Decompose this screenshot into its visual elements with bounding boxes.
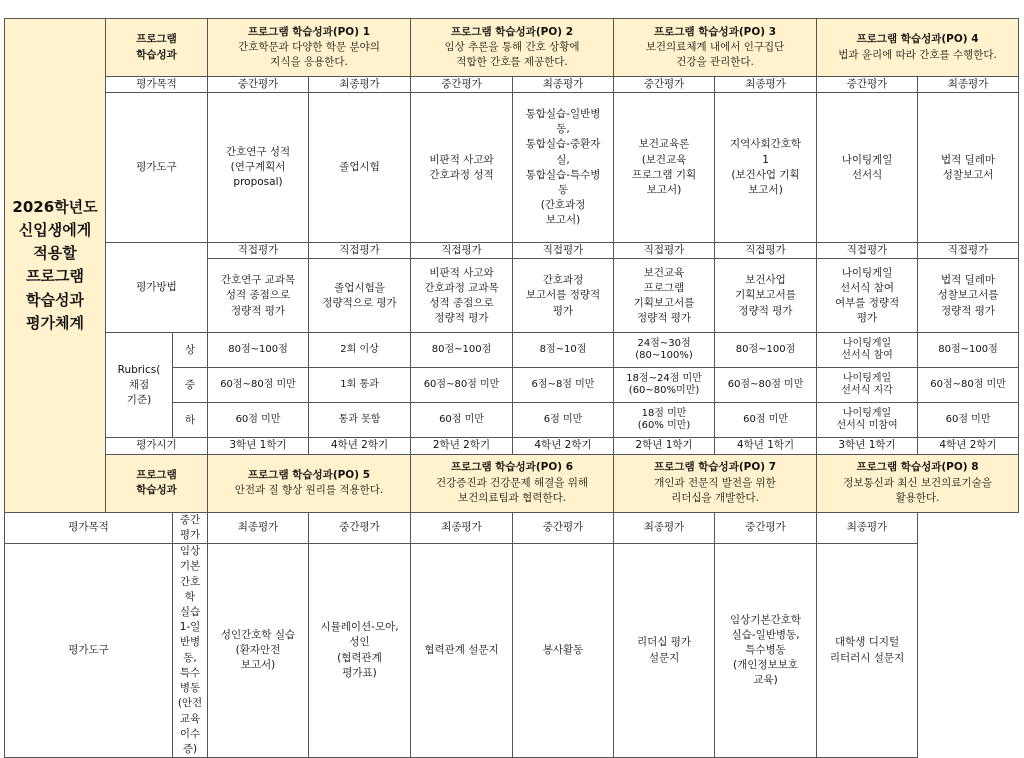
purpose-cell: 최종평가 bbox=[411, 512, 513, 543]
purpose-cell: 중간평가 bbox=[614, 77, 715, 93]
tool-cell: 보건교육론 (보건교육 프로그램 기획 보고서) bbox=[614, 93, 715, 243]
rubric-level-mid: 중 bbox=[173, 368, 208, 403]
method-desc-cell: 졸업시험을 정량적으로 평가 bbox=[309, 259, 411, 333]
rubric-low-cell: 통과 못함 bbox=[309, 403, 411, 438]
purpose-cell: 최종평가 bbox=[309, 77, 411, 93]
program-outcome-header bbox=[614, 454, 817, 512]
timing-cell: 4학년 1학기 bbox=[715, 438, 817, 454]
program-outcome-header bbox=[411, 454, 614, 512]
table-row bbox=[5, 243, 1019, 259]
tool-cell: 성인간호학 실습 (환자안전 보고서) bbox=[208, 544, 309, 758]
program-outcome-title: 프로그램 학습성과(PO) 4 bbox=[856, 33, 979, 46]
tool-cell: 대학생 디지털 리터러시 설문지 bbox=[817, 544, 918, 758]
purpose-cell: 중간평가 bbox=[208, 77, 309, 93]
rubric-low-cell: 나이팅게일 선서식 미참여 bbox=[817, 403, 918, 438]
purpose-cell: 최종평가 bbox=[614, 512, 715, 543]
tool-cell: 통합실습-일반병 동, 통합실습-중환자 실, 통합실습-특수병 동 (간호과정 보고서) bbox=[513, 93, 614, 243]
purpose-cell: 최종평가 bbox=[513, 77, 614, 93]
rubric-high-cell: 8점~10점 bbox=[513, 333, 614, 368]
purpose-cell: 중간평가 bbox=[173, 512, 208, 543]
table-row bbox=[5, 454, 1019, 512]
method-desc-cell: 비판적 사고와 간호과정 교과목 성적 종점으로 정량적 평가 bbox=[411, 259, 513, 333]
table-row bbox=[5, 438, 1019, 454]
timing-label: 평가시기 bbox=[106, 438, 208, 454]
program-outcome-header bbox=[817, 19, 1019, 77]
purpose-label: 평가목적 bbox=[106, 77, 208, 93]
side-title: 2026학년도 신입생에게 적용할 프로그램 학습성과 평가체계 bbox=[5, 19, 106, 513]
rubrics-label: Rubrics( 채점 기준) bbox=[106, 333, 173, 438]
timing-cell: 2학년 1학기 bbox=[614, 438, 715, 454]
rubric-high-cell: 80점~100점 bbox=[208, 333, 309, 368]
method-type-cell: 직접평가 bbox=[918, 243, 1019, 259]
purpose-cell: 최종평가 bbox=[715, 77, 817, 93]
program-outcome-label: 프로그램 학습성과 bbox=[106, 454, 208, 512]
table-row bbox=[5, 19, 1019, 77]
method-type-cell: 직접평가 bbox=[208, 243, 309, 259]
table-row bbox=[5, 333, 1019, 368]
program-outcome-header bbox=[411, 19, 614, 77]
tool-cell: 리더십 평가 설문지 bbox=[614, 544, 715, 758]
program-outcome-header bbox=[817, 454, 1019, 512]
tool-label: 평가도구 bbox=[106, 93, 208, 243]
rubric-low-cell: 60점 미만 bbox=[918, 403, 1019, 438]
timing-cell: 3학년 1학기 bbox=[208, 438, 309, 454]
program-outcome-title: 프로그램 학습성과(PO) 8 bbox=[856, 461, 979, 474]
method-type-cell: 직접평가 bbox=[411, 243, 513, 259]
rubric-low-cell: 18점 미만 (60% 미만) bbox=[614, 403, 715, 438]
rubric-high-cell: 80점~100점 bbox=[715, 333, 817, 368]
rubric-low-cell: 60점 미만 bbox=[715, 403, 817, 438]
timing-cell: 2학년 2학기 bbox=[411, 438, 513, 454]
rubric-high-cell: 나이팅게일 선서식 참여 bbox=[817, 333, 918, 368]
rubric-level-low: 하 bbox=[173, 403, 208, 438]
timing-cell: 4학년 2학기 bbox=[513, 438, 614, 454]
rubric-low-cell: 60점 미만 bbox=[208, 403, 309, 438]
evaluation-table-container bbox=[4, 18, 1018, 755]
purpose-cell: 중간평가 bbox=[715, 512, 817, 543]
table-row bbox=[5, 77, 1019, 93]
tool-cell: 간호연구 성적 (연구계획서 proposal) bbox=[208, 93, 309, 243]
method-desc-cell: 간호연구 교과목 성적 종점으로 정량적 평가 bbox=[208, 259, 309, 333]
tool-cell: 봉사활동 bbox=[513, 544, 614, 758]
program-outcome-description: 보건의료체계 내에서 인구집단 건강을 관리한다. bbox=[645, 40, 785, 69]
rubric-mid-cell: 나이팅게일 선서식 지각 bbox=[817, 368, 918, 403]
program-outcome-title: 프로그램 학습성과(PO) 5 bbox=[248, 468, 370, 481]
rubric-mid-cell: 18점~24점 미만 (60~80%미만) bbox=[614, 368, 715, 403]
rubric-high-cell: 2회 이상 bbox=[309, 333, 411, 368]
tool-cell: 임상기본간호학 실습-일반병동, 특수병동 (개인정보보호 교육) bbox=[715, 544, 817, 758]
purpose-cell: 중간평가 bbox=[411, 77, 513, 93]
method-type-cell: 직접평가 bbox=[817, 243, 918, 259]
method-desc-cell: 나이팅게일 선서식 참여 여부를 정량적 평가 bbox=[817, 259, 918, 333]
method-type-cell: 직접평가 bbox=[614, 243, 715, 259]
program-outcome-title: 프로그램 학습성과(PO) 2 bbox=[451, 25, 574, 38]
tool-cell: 협력관계 설문지 bbox=[411, 544, 513, 758]
method-type-cell: 직접평가 bbox=[715, 243, 817, 259]
rubric-mid-cell: 60점~80점 미만 bbox=[715, 368, 817, 403]
program-outcome-description: 안전과 질 향상 원리를 적용한다. bbox=[234, 484, 384, 497]
evaluation-table bbox=[4, 18, 1019, 758]
program-outcome-header bbox=[208, 19, 411, 77]
method-desc-cell: 법적 딜레마 성찰보고서를 정량적 평가 bbox=[918, 259, 1019, 333]
method-label: 평가방법 bbox=[106, 243, 208, 333]
program-outcome-title: 프로그램 학습성과(PO) 1 bbox=[248, 25, 370, 38]
program-outcome-description: 간호학문과 다양한 학문 분야의 지식을 응용한다. bbox=[238, 40, 380, 69]
method-type-cell: 직접평가 bbox=[309, 243, 411, 259]
tool-cell: 시뮬레이션-모아, 성인 (협력관계 평가표) bbox=[309, 544, 411, 758]
program-outcome-description: 정보통신과 최신 보건의료기술을 활용한다. bbox=[843, 476, 992, 504]
timing-cell: 3학년 1학기 bbox=[817, 438, 918, 454]
purpose-cell: 최종평가 bbox=[918, 77, 1019, 93]
program-outcome-description: 건강증진과 건강문제 해결을 위해 보건의료팀과 협력한다. bbox=[436, 476, 589, 504]
timing-cell: 4학년 2학기 bbox=[309, 438, 411, 454]
method-type-cell: 직접평가 bbox=[513, 243, 614, 259]
rubric-mid-cell: 1회 통과 bbox=[309, 368, 411, 403]
rubric-mid-cell: 6점~8점 미만 bbox=[513, 368, 614, 403]
program-outcome-title: 프로그램 학습성과(PO) 6 bbox=[451, 461, 574, 474]
rubric-mid-cell: 60점~80점 미만 bbox=[918, 368, 1019, 403]
rubric-level-high: 상 bbox=[173, 333, 208, 368]
purpose-cell: 중간평가 bbox=[817, 77, 918, 93]
rubric-mid-cell: 60점~80점 미만 bbox=[411, 368, 513, 403]
rubric-high-cell: 80점~100점 bbox=[918, 333, 1019, 368]
rubric-low-cell: 6점 미만 bbox=[513, 403, 614, 438]
program-outcome-title: 프로그램 학습성과(PO) 3 bbox=[654, 25, 777, 38]
rubric-high-cell: 24점~30점 (80~100%) bbox=[614, 333, 715, 368]
program-outcome-header bbox=[208, 454, 411, 512]
purpose-cell: 최종평가 bbox=[817, 512, 918, 543]
program-outcome-header bbox=[614, 19, 817, 77]
timing-cell: 4학년 2학기 bbox=[918, 438, 1019, 454]
program-outcome-description: 임상 추론을 통해 간호 상황에 적합한 간호를 제공한다. bbox=[444, 40, 580, 69]
method-desc-cell: 간호과정 보고서를 정량적 평가 bbox=[513, 259, 614, 333]
table-row bbox=[5, 93, 1019, 243]
purpose-cell: 중간평가 bbox=[513, 512, 614, 543]
table-row bbox=[5, 544, 1019, 758]
purpose-cell: 최종평가 bbox=[208, 512, 309, 543]
rubric-mid-cell: 60점~80점 미만 bbox=[208, 368, 309, 403]
method-desc-cell: 보건사업 기획보고서를 정량적 평가 bbox=[715, 259, 817, 333]
tool-cell: 나이팅게일 선서식 bbox=[817, 93, 918, 243]
tool-cell: 비판적 사고와 간호과정 성적 bbox=[411, 93, 513, 243]
tool-cell: 졸업시험 bbox=[309, 93, 411, 243]
purpose-cell: 중간평가 bbox=[309, 512, 411, 543]
table-row bbox=[5, 512, 1019, 543]
tool-cell: 임상기본간호학 실습1-일반병동, 특수병동 (안전 교육 이수증) bbox=[173, 544, 208, 758]
method-desc-cell: 보건교육 프로그램 기획보고서를 정량적 평가 bbox=[614, 259, 715, 333]
rubric-high-cell: 80점~100점 bbox=[411, 333, 513, 368]
program-outcome-label: 프로그램 학습성과 bbox=[106, 19, 208, 77]
tool-cell: 법적 딜레마 성찰보고서 bbox=[918, 93, 1019, 243]
program-outcome-description: 법과 윤리에 따라 간호를 수행한다. bbox=[838, 48, 997, 61]
tool-label: 평가도구 bbox=[5, 544, 173, 758]
program-outcome-description: 개인과 전문직 발전을 위한 리더십을 개발한다. bbox=[654, 476, 776, 504]
program-outcome-title: 프로그램 학습성과(PO) 7 bbox=[654, 461, 777, 474]
tool-cell: 지역사회간호학 1 (보건사업 기획 보고서) bbox=[715, 93, 817, 243]
purpose-label: 평가목적 bbox=[5, 512, 173, 543]
rubric-low-cell: 60점 미만 bbox=[411, 403, 513, 438]
